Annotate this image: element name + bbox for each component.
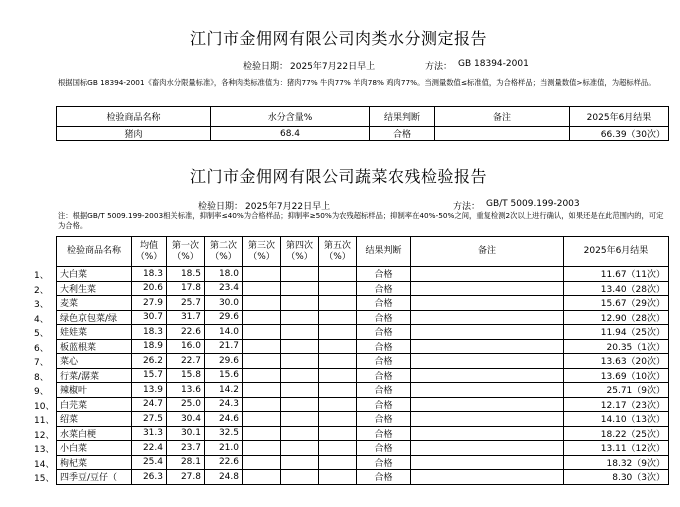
veg-header-t3: 第三次 （%） [243, 237, 281, 267]
veg-row-name: 辣椒叶 [57, 383, 132, 398]
veg-row-t2: 24.3 [205, 397, 243, 412]
veg-row-t2: 23.4 [205, 281, 243, 296]
table-row [57, 339, 669, 354]
veg-row-result: 合格 [357, 296, 411, 311]
veg-row-result: 合格 [357, 455, 411, 470]
veg-row-remark [411, 412, 564, 427]
meat-date-label: 检验日期： [243, 62, 289, 72]
veg-row-avg: 24.7 [132, 397, 167, 412]
veg-row-t5 [319, 397, 357, 412]
table-row [57, 368, 669, 383]
meat-table [56, 106, 669, 141]
veg-row-avg: 27.5 [132, 412, 167, 427]
veg-row-t5 [319, 383, 357, 398]
veg-row-remark [411, 310, 564, 325]
veg-row-t2: 14.2 [205, 383, 243, 398]
veg-row-t5 [319, 339, 357, 354]
veg-row-t2: 21.7 [205, 339, 243, 354]
table-row [57, 296, 669, 311]
table-row [57, 354, 669, 369]
veg-report-title: 江门市金佣网有限公司蔬菜农残检验报告 [190, 167, 488, 186]
veg-row-t1: 27.8 [167, 470, 205, 485]
table-row [57, 281, 669, 296]
veg-header-remark: 备注 [411, 237, 564, 267]
veg-row-t5 [319, 455, 357, 470]
veg-row-t4 [281, 470, 319, 485]
veg-header-prev: 2025年6月结果 [564, 237, 669, 267]
veg-row-remark [411, 296, 564, 311]
veg-row-name: 麦菜 [57, 296, 132, 311]
veg-row-t4 [281, 296, 319, 311]
veg-row-t3 [243, 368, 281, 383]
veg-row-remark [411, 383, 564, 398]
veg-row-name: 大利生菜 [57, 281, 132, 296]
table-row [57, 441, 669, 456]
meat-header-remark: 备注 [435, 107, 570, 127]
veg-row-result: 合格 [357, 412, 411, 427]
veg-row-result: 合格 [357, 368, 411, 383]
row-index: 14、 [34, 459, 55, 470]
veg-row-result: 合格 [357, 383, 411, 398]
veg-row-t2: 14.0 [205, 325, 243, 340]
veg-row-t5 [319, 281, 357, 296]
veg-row-result: 合格 [357, 441, 411, 456]
veg-row-t1: 15.8 [167, 368, 205, 383]
veg-row-t2: 15.6 [205, 368, 243, 383]
meat-row-remark [435, 127, 570, 141]
veg-row-t3 [243, 426, 281, 441]
row-index: 8、 [34, 372, 49, 383]
veg-row-t1: 17.8 [167, 281, 205, 296]
meat-note: 根据国标GB 18394-2001《畜肉水分限量标准》，各种肉类标准值为：猪肉77% 牛肉77% 羊肉78% 鸡肉77%。当测量数值≤标准值，为合格样品；当测量数值>标准值，为超标样品。 [58, 78, 656, 87]
veg-row-remark [411, 368, 564, 383]
veg-row-t5 [319, 310, 357, 325]
veg-table [56, 236, 669, 485]
row-index: 2、 [34, 285, 49, 296]
veg-row-prev: 8.30（3次） [564, 470, 669, 485]
veg-row-t3 [243, 354, 281, 369]
veg-row-remark [411, 354, 564, 369]
veg-row-t5 [319, 354, 357, 369]
veg-row-remark [411, 441, 564, 456]
veg-date-value: 2025年7月22日早上 [245, 202, 331, 212]
table-row [57, 470, 669, 485]
meat-header-prev: 2025年6月结果 [570, 107, 669, 127]
veg-row-name: 板蓝根菜 [57, 339, 132, 354]
veg-row-t5 [319, 426, 357, 441]
veg-row-t3 [243, 310, 281, 325]
meat-header-moisture: 水分含量% [211, 107, 370, 127]
veg-row-t4 [281, 339, 319, 354]
row-index: 6、 [34, 343, 49, 354]
row-index: 5、 [34, 329, 49, 339]
veg-row-prev: 11.67（11次） [564, 267, 669, 282]
table-row [57, 383, 669, 398]
veg-row-avg: 31.3 [132, 426, 167, 441]
veg-row-name: 小白菜 [57, 441, 132, 456]
row-index: 7、 [34, 358, 49, 368]
veg-row-t3 [243, 441, 281, 456]
row-index: 9、 [34, 387, 49, 397]
table-row [57, 310, 669, 325]
meat-row-prev: 66.39（30次） [570, 127, 669, 141]
veg-row-t2: 18.0 [205, 267, 243, 282]
veg-row-name: 白芫菜 [57, 397, 132, 412]
veg-header-avg: 均值 （%） [132, 237, 167, 267]
veg-row-t4 [281, 325, 319, 340]
veg-row-avg: 22.4 [132, 441, 167, 456]
veg-row-t4 [281, 455, 319, 470]
veg-row-t4 [281, 368, 319, 383]
meat-header-name: 检验商品名称 [57, 107, 211, 127]
veg-row-remark [411, 455, 564, 470]
veg-row-result: 合格 [357, 470, 411, 485]
table-row [57, 267, 669, 282]
table-row [57, 412, 669, 427]
veg-row-t2: 30.0 [205, 296, 243, 311]
veg-row-t4 [281, 441, 319, 456]
veg-row-t3 [243, 281, 281, 296]
veg-row-remark [411, 267, 564, 282]
veg-row-remark [411, 281, 564, 296]
veg-row-t4 [281, 383, 319, 398]
veg-row-t2: 32.5 [205, 426, 243, 441]
veg-header-result: 结果判断 [357, 237, 411, 267]
veg-row-t3 [243, 267, 281, 282]
veg-row-avg: 25.4 [132, 455, 167, 470]
veg-row-prev: 18.22（25次） [564, 426, 669, 441]
veg-row-prev: 14.10（13次） [564, 412, 669, 427]
veg-row-t4 [281, 281, 319, 296]
veg-row-prev: 13.11（12次） [564, 441, 669, 456]
veg-row-prev: 20.35（1次） [564, 339, 669, 354]
veg-row-t1: 28.1 [167, 455, 205, 470]
veg-row-t1: 30.4 [167, 412, 205, 427]
row-index: 4、 [34, 314, 49, 325]
veg-row-t4 [281, 412, 319, 427]
meat-method-label: 方法： [425, 62, 453, 72]
veg-header-t4: 第四次 （%） [281, 237, 319, 267]
veg-row-t2: 24.6 [205, 412, 243, 427]
veg-row-name: 大白菜 [57, 267, 132, 282]
veg-row-t5 [319, 267, 357, 282]
veg-row-t3 [243, 397, 281, 412]
veg-row-avg: 26.2 [132, 354, 167, 369]
meat-header-result: 结果判断 [370, 107, 435, 127]
veg-row-t5 [319, 412, 357, 427]
veg-row-avg: 27.9 [132, 296, 167, 311]
veg-note: 注：根据GB/T 5009.199-2003相关标准，抑制率≤40%为合格样品；抑制率≥50%为农残超标样品；抑制率在40%-50%之间，重复检测2次以上进行确认，如果还是在此范围内的，可定为合格。 [58, 211, 664, 230]
veg-header-t5: 第五次 （%） [319, 237, 357, 267]
veg-row-t4 [281, 426, 319, 441]
veg-row-name: 绍菜 [57, 412, 132, 427]
veg-row-avg: 15.7 [132, 368, 167, 383]
veg-row-name: 绿色京包菜/绿 [57, 310, 132, 325]
veg-row-remark [411, 339, 564, 354]
veg-row-prev: 13.40（28次） [564, 281, 669, 296]
veg-row-t4 [281, 267, 319, 282]
veg-row-t4 [281, 310, 319, 325]
veg-row-avg: 30.7 [132, 310, 167, 325]
veg-row-result: 合格 [357, 339, 411, 354]
veg-row-remark [411, 426, 564, 441]
veg-row-t3 [243, 296, 281, 311]
row-index: 10、 [34, 401, 55, 412]
veg-row-t2: 29.6 [205, 310, 243, 325]
row-index: 3、 [34, 300, 49, 310]
veg-row-t1: 22.7 [167, 354, 205, 369]
meat-row-result: 合格 [370, 127, 435, 141]
veg-row-t2: 22.6 [205, 455, 243, 470]
veg-row-remark [411, 397, 564, 412]
veg-row-t5 [319, 296, 357, 311]
veg-row-prev: 15.67（29次） [564, 296, 669, 311]
veg-row-name: 四季豆/豆仔（ [57, 470, 132, 485]
table-row [57, 397, 669, 412]
veg-row-t3 [243, 412, 281, 427]
row-index: 13、 [34, 445, 55, 455]
veg-row-name: 枸杞菜 [57, 455, 132, 470]
veg-row-result: 合格 [357, 267, 411, 282]
veg-row-result: 合格 [357, 281, 411, 296]
veg-date-label: 检验日期： [198, 202, 244, 212]
veg-row-name: 娃娃菜 [57, 325, 132, 340]
veg-row-t3 [243, 325, 281, 340]
veg-method-label: 方法： [453, 202, 481, 212]
veg-row-t1: 25.7 [167, 296, 205, 311]
veg-row-avg: 18.9 [132, 339, 167, 354]
veg-row-t5 [319, 441, 357, 456]
veg-row-t1: 31.7 [167, 310, 205, 325]
table-row [57, 325, 669, 340]
meat-date-value: 2025年7月22日早上 [290, 62, 376, 72]
veg-row-prev: 13.63（20次） [564, 354, 669, 369]
veg-row-t1: 13.6 [167, 383, 205, 398]
veg-row-name: 行菜/潺菜 [57, 368, 132, 383]
veg-row-t1: 23.7 [167, 441, 205, 456]
veg-header-t2: 第二次 （%） [205, 237, 243, 267]
meat-method-value: GB 18394-2001 [458, 59, 529, 69]
veg-header-name: 检验商品名称 [57, 237, 132, 267]
veg-method-value: GB/T 5009.199-2003 [486, 199, 580, 209]
meat-report-title: 江门市金佣网有限公司肉类水分测定报告 [190, 29, 488, 48]
veg-row-t2: 21.0 [205, 441, 243, 456]
veg-row-result: 合格 [357, 397, 411, 412]
veg-row-t1: 25.0 [167, 397, 205, 412]
veg-row-t5 [319, 325, 357, 340]
meat-row-name: 猪肉 [57, 127, 211, 141]
veg-row-prev: 11.94（25次） [564, 325, 669, 340]
veg-row-t3 [243, 339, 281, 354]
veg-header-t1: 第一次 （%） [167, 237, 205, 267]
veg-row-t5 [319, 470, 357, 485]
row-index: 15、 [34, 474, 55, 484]
veg-row-name: 水菜白梗 [57, 426, 132, 441]
veg-row-result: 合格 [357, 325, 411, 340]
row-index: 12、 [34, 430, 55, 441]
veg-row-avg: 18.3 [132, 325, 167, 340]
veg-row-avg: 26.3 [132, 470, 167, 485]
veg-row-t4 [281, 397, 319, 412]
veg-row-t3 [243, 470, 281, 485]
veg-row-result: 合格 [357, 426, 411, 441]
row-index: 11、 [34, 416, 55, 426]
veg-row-prev: 12.17（23次） [564, 397, 669, 412]
table-row [57, 455, 669, 470]
veg-row-name: 菜心 [57, 354, 132, 369]
veg-row-t1: 18.5 [167, 267, 205, 282]
veg-row-prev: 18.32（9次） [564, 455, 669, 470]
veg-row-avg: 13.9 [132, 383, 167, 398]
veg-row-t2: 29.6 [205, 354, 243, 369]
veg-row-t1: 16.0 [167, 339, 205, 354]
veg-row-remark [411, 325, 564, 340]
veg-row-t5 [319, 368, 357, 383]
row-index: 1、 [34, 271, 49, 281]
meat-row [57, 127, 669, 141]
veg-row-result: 合格 [357, 310, 411, 325]
veg-row-t3 [243, 455, 281, 470]
veg-row-avg: 20.6 [132, 281, 167, 296]
veg-row-prev: 13.69（10次） [564, 368, 669, 383]
veg-row-t2: 24.8 [205, 470, 243, 485]
veg-row-prev: 25.71（9次） [564, 383, 669, 398]
veg-row-prev: 12.90（28次） [564, 310, 669, 325]
veg-row-t3 [243, 383, 281, 398]
meat-row-moisture: 68.4 [211, 127, 370, 141]
veg-row-t1: 22.6 [167, 325, 205, 340]
veg-row-avg: 18.3 [132, 267, 167, 282]
veg-row-remark [411, 470, 564, 485]
table-row [57, 426, 669, 441]
veg-row-result: 合格 [357, 354, 411, 369]
veg-row-t4 [281, 354, 319, 369]
veg-row-t1: 30.1 [167, 426, 205, 441]
